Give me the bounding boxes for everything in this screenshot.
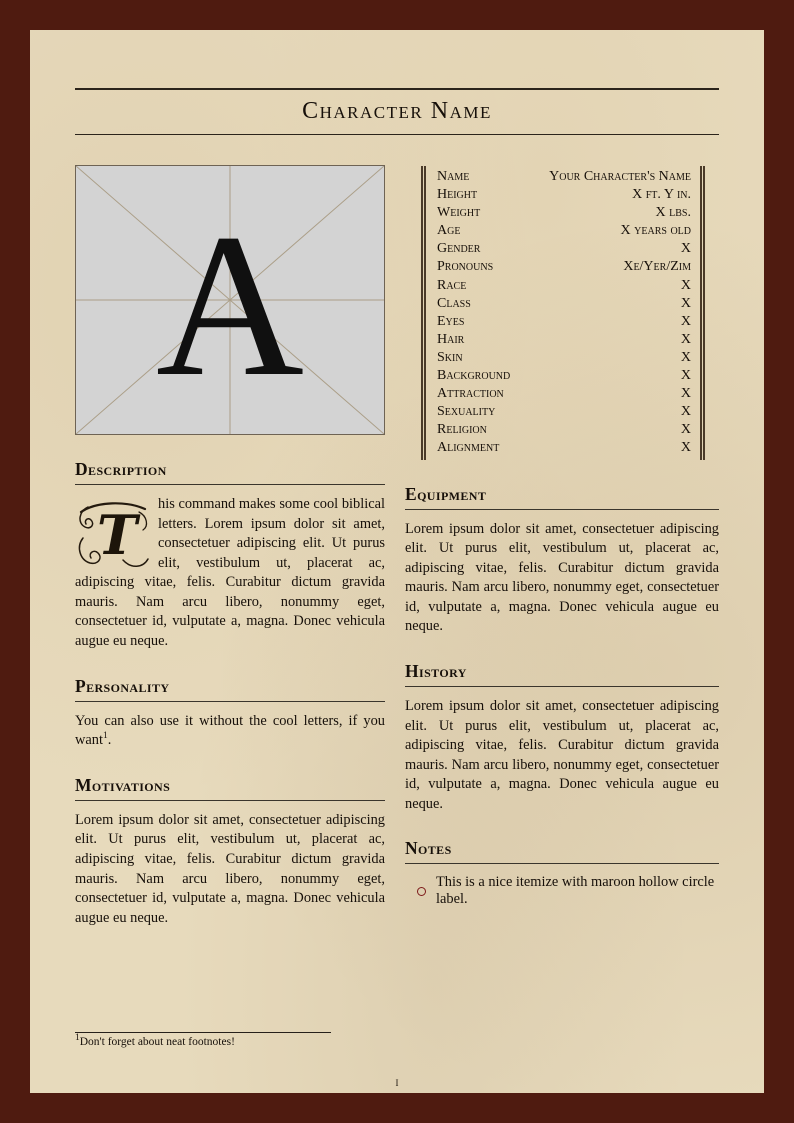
table-row bbox=[437, 367, 691, 385]
note-item-text: This is a nice itemize with maroon hollow circle label. bbox=[436, 874, 715, 908]
stat-value: Xe/Yer/Zim bbox=[623, 259, 691, 275]
stat-label: Race bbox=[437, 277, 467, 293]
stat-label: Hair bbox=[437, 331, 465, 347]
stat-label: Background bbox=[437, 368, 511, 384]
stats-table bbox=[421, 166, 705, 460]
stat-label: Name bbox=[437, 169, 470, 184]
stat-value: X years old bbox=[620, 223, 691, 239]
stat-value: X bbox=[680, 422, 691, 438]
stat-label: Gender bbox=[437, 241, 481, 257]
table-row bbox=[437, 277, 691, 295]
stat-label: Eyes bbox=[437, 313, 465, 329]
table-row bbox=[437, 168, 691, 186]
stat-value: X bbox=[680, 440, 691, 456]
ornate-dropcap-icon bbox=[75, 498, 151, 570]
list-item bbox=[405, 874, 719, 908]
footnote-rule bbox=[75, 1032, 331, 1033]
table-row bbox=[437, 331, 691, 349]
section-heading-personality: Personality bbox=[75, 676, 385, 702]
equipment-paragraph: Lorem ipsum dolor sit amet, consectetuer adipiscing elit. Ut purus elit, vestibulum ut, placerat ac, adipiscing vitae, felis. Curabitur dictum gravida mauris. Nam arcu libero, nonummy eget, consectetuer id, vulputate a, magna. Donec vehicula augue eu neque. bbox=[405, 520, 719, 635]
stat-value: X bbox=[680, 241, 691, 257]
stat-label: Religion bbox=[437, 422, 487, 438]
table-row bbox=[437, 313, 691, 331]
stat-value: X bbox=[680, 386, 691, 402]
table-row bbox=[437, 385, 691, 403]
stat-label: Weight bbox=[437, 205, 481, 221]
table-row bbox=[437, 240, 691, 258]
table-row bbox=[437, 204, 691, 222]
stat-label: Alignment bbox=[437, 440, 500, 456]
table-row bbox=[437, 186, 691, 204]
footnote-body: Don't forget about neat footnotes! bbox=[79, 1036, 235, 1048]
two-column-layout bbox=[75, 165, 719, 934]
stat-label: Age bbox=[437, 223, 461, 239]
section-heading-equipment: Equipment bbox=[405, 484, 719, 510]
footnote-marker: 1 bbox=[102, 731, 108, 742]
table-row bbox=[437, 258, 691, 276]
stat-label: Class bbox=[437, 295, 471, 311]
right-column bbox=[405, 165, 719, 934]
table-row bbox=[437, 295, 691, 313]
stat-label: Sexuality bbox=[437, 404, 496, 420]
page-title: Character Name bbox=[302, 98, 492, 124]
personality-paragraph bbox=[75, 712, 385, 751]
personality-text: You can also use it without the cool letters, if you want bbox=[75, 712, 385, 749]
history-paragraph: Lorem ipsum dolor sit amet, consectetuer adipiscing elit. Ut purus elit, vestibulum ut, placerat ac, adipiscing vitae, felis. Curabitur dictum gravida mauris. Nam arcu libero, nonummy eget, consectetuer id, vulputate a, magna. Donec vehicula augue eu neque. bbox=[405, 697, 719, 812]
stat-value: X bbox=[680, 295, 691, 311]
section-heading-motivations: Motivations bbox=[75, 775, 385, 801]
stat-value: Your Character's Name bbox=[549, 169, 691, 184]
stat-label: Attraction bbox=[437, 386, 504, 402]
table-row bbox=[437, 421, 691, 439]
stat-label: Skin bbox=[437, 349, 463, 365]
stat-value: X bbox=[680, 349, 691, 365]
stat-value: X bbox=[680, 277, 691, 293]
page-content bbox=[30, 30, 764, 934]
motivations-paragraph: Lorem ipsum dolor sit amet, consectetuer adipiscing elit. Ut purus elit, vestibulum ut, placerat ac, adipiscing vitae, felis. Curabitur dictum gravida mauris. Nam arcu libero, nonummy eget, consectetuer id, vulputate a, magna. Donec vehicula augue eu neque. bbox=[75, 811, 385, 926]
description-paragraph bbox=[75, 495, 385, 652]
table-row bbox=[437, 439, 691, 457]
title-block bbox=[75, 88, 719, 135]
footnote bbox=[75, 1032, 395, 1048]
personality-text-end: . bbox=[107, 732, 112, 749]
character-portrait-placeholder bbox=[75, 165, 385, 435]
section-heading-history: History bbox=[405, 661, 719, 687]
section-heading-notes: Notes bbox=[405, 838, 719, 864]
placeholder-letter: A bbox=[155, 192, 305, 419]
stat-value: X bbox=[680, 313, 691, 329]
stat-value: X bbox=[680, 404, 691, 420]
stat-label: Pronouns bbox=[437, 259, 494, 275]
stat-value: X bbox=[680, 331, 691, 347]
table-row bbox=[437, 222, 691, 240]
page-number: i bbox=[395, 1074, 399, 1089]
table-row bbox=[437, 403, 691, 421]
footnote-number: 1 bbox=[75, 1033, 80, 1044]
hollow-circle-bullet-icon bbox=[417, 887, 426, 896]
footnote-text bbox=[75, 1033, 395, 1048]
table-row bbox=[437, 349, 691, 367]
stat-value: X bbox=[680, 368, 691, 384]
left-column bbox=[75, 165, 385, 934]
stat-label: Height bbox=[437, 187, 478, 203]
dropcap-letter: T bbox=[97, 503, 138, 567]
description-text: his command makes some cool biblical letters. Lorem ipsum dolor sit amet, consectetuer adipiscing elit. Ut purus elit, vestibulum ut, placerat ac, adipiscing vitae, felis. Curabitur dictum gravida mauris. Nam arcu libero, nonummy eget, consectetuer id, vulputate a, magna. Donec vehicula augue eu neque. bbox=[75, 496, 385, 650]
section-heading-description: Description bbox=[75, 459, 385, 485]
stat-value: X lbs. bbox=[655, 205, 691, 221]
stat-value: X ft. Y in. bbox=[632, 187, 691, 203]
